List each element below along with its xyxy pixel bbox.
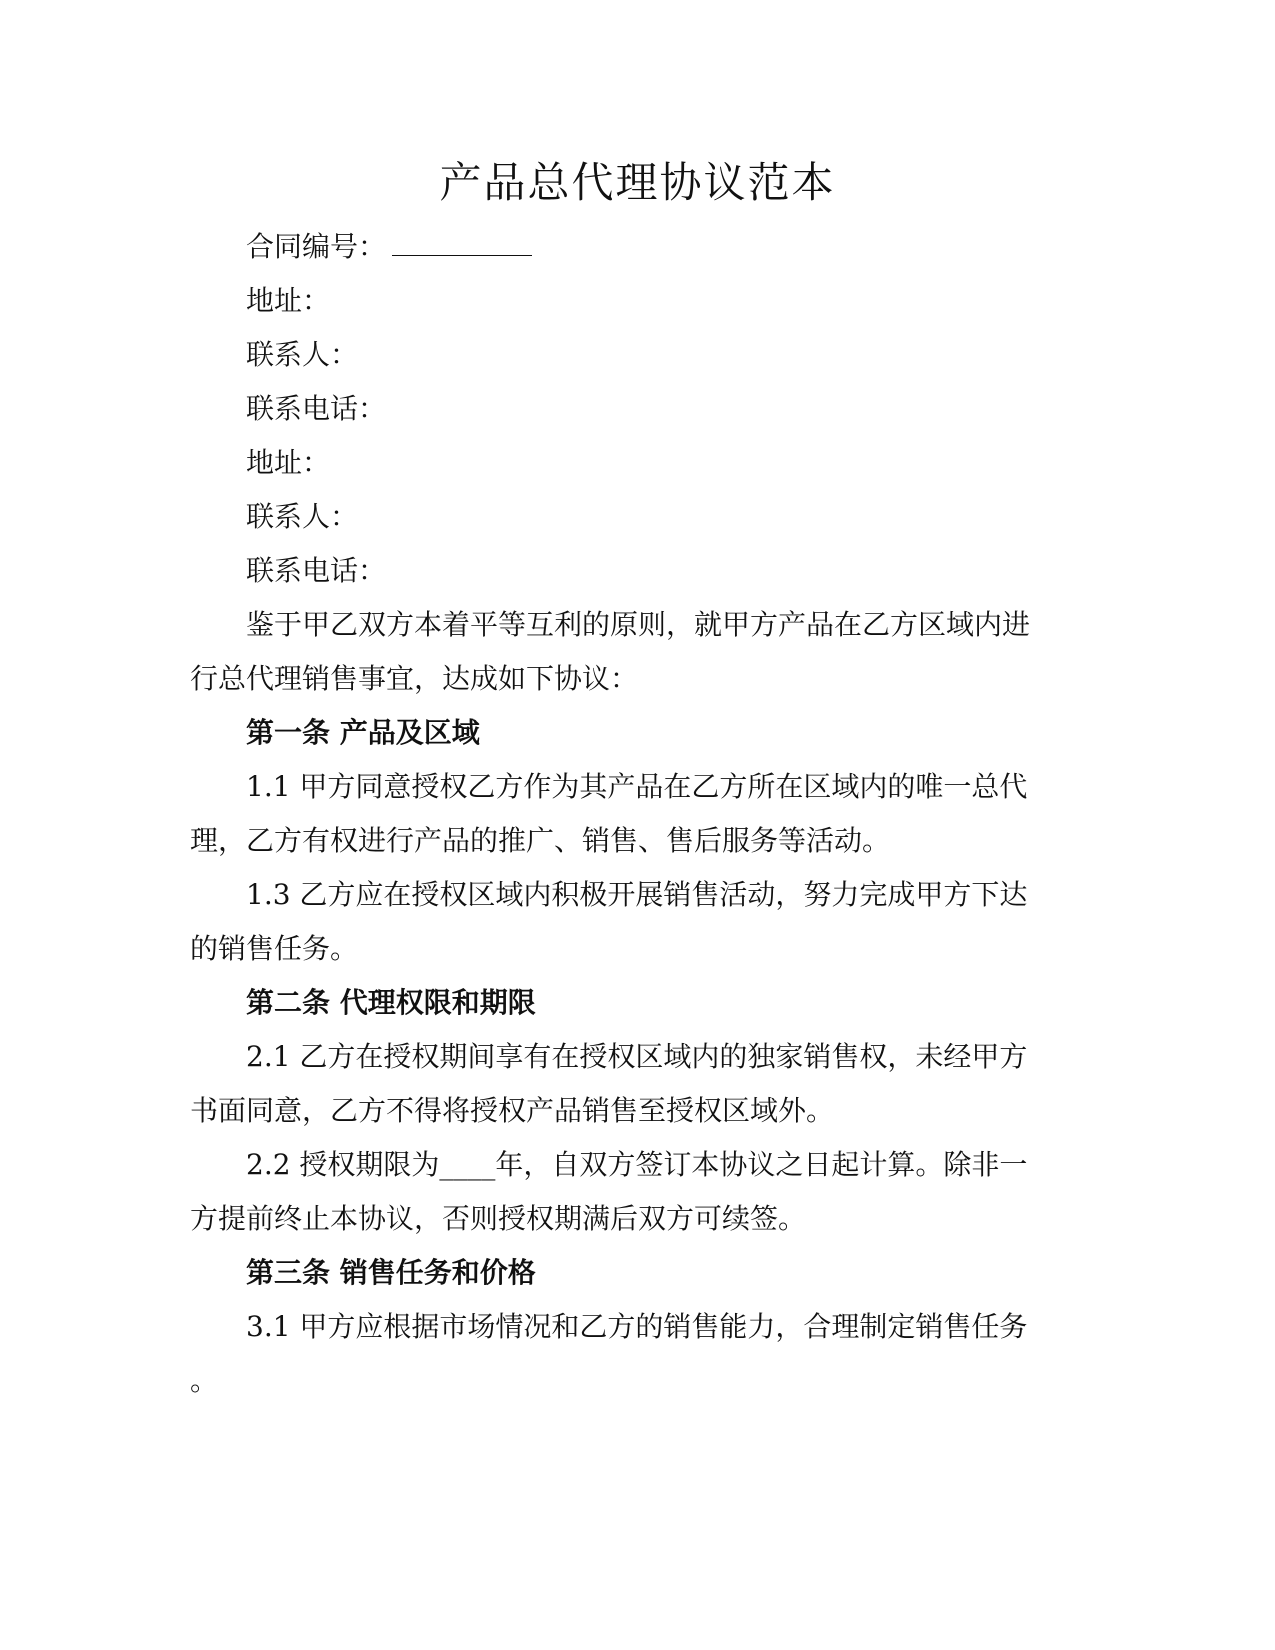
article-1-heading: 第一条 产品及区域 xyxy=(246,716,480,749)
clause-3-1-line-1: 3.1 甲方应根据市场情况和乙方的销售能力，合理制定销售任务 xyxy=(246,1310,1028,1343)
clause-2-2-line-1: 2.2 授权期限为____年，自双方签订本协议之日起计算。除非一 xyxy=(246,1148,1028,1181)
article-3-heading: 第三条 销售任务和价格 xyxy=(246,1256,536,1289)
document-title: 产品总代理协议范本 xyxy=(439,158,836,207)
preamble-line-1: 鉴于甲乙双方本着平等互利的原则，就甲方产品在乙方区域内进 xyxy=(246,608,1031,641)
party-b-phone: 联系电话： xyxy=(246,554,387,587)
clause-1-1-line-1: 1.1 甲方同意授权乙方作为其产品在乙方所在区域内的唯一总代 xyxy=(246,770,1028,803)
clause-2-1-line-2: 书面同意，乙方不得将授权产品销售至授权区域外。 xyxy=(190,1094,835,1127)
party-b-contact: 联系人： xyxy=(246,500,359,533)
preamble-line-2: 行总代理销售事宜，达成如下协议： xyxy=(190,662,639,695)
clause-1-1-line-2: 理，乙方有权进行产品的推广、销售、售后服务等活动。 xyxy=(190,824,891,857)
contract-number-blank xyxy=(392,229,532,256)
contract-number-field xyxy=(190,219,1126,275)
party-a-address: 地址： xyxy=(246,284,331,317)
article-2-heading: 第二条 代理权限和期限 xyxy=(246,986,536,1019)
clause-2-2-line-2: 方提前终止本协议，否则授权期满后双方可续签。 xyxy=(190,1202,807,1235)
clause-1-3-line-2: 的销售任务。 xyxy=(190,932,359,965)
contract-number-label: 合同编号： xyxy=(246,230,387,263)
party-a-contact: 联系人： xyxy=(246,338,359,371)
party-b-address: 地址： xyxy=(246,446,331,479)
clause-1-3-line-1: 1.3 乙方应在授权区域内积极开展销售活动，努力完成甲方下达 xyxy=(246,878,1028,911)
clause-3-1-line-2: 。 xyxy=(190,1364,219,1397)
party-a-phone: 联系电话： xyxy=(246,392,387,425)
clause-2-1-line-1: 2.1 乙方在授权期间享有在授权区域内的独家销售权，未经甲方 xyxy=(246,1040,1028,1073)
